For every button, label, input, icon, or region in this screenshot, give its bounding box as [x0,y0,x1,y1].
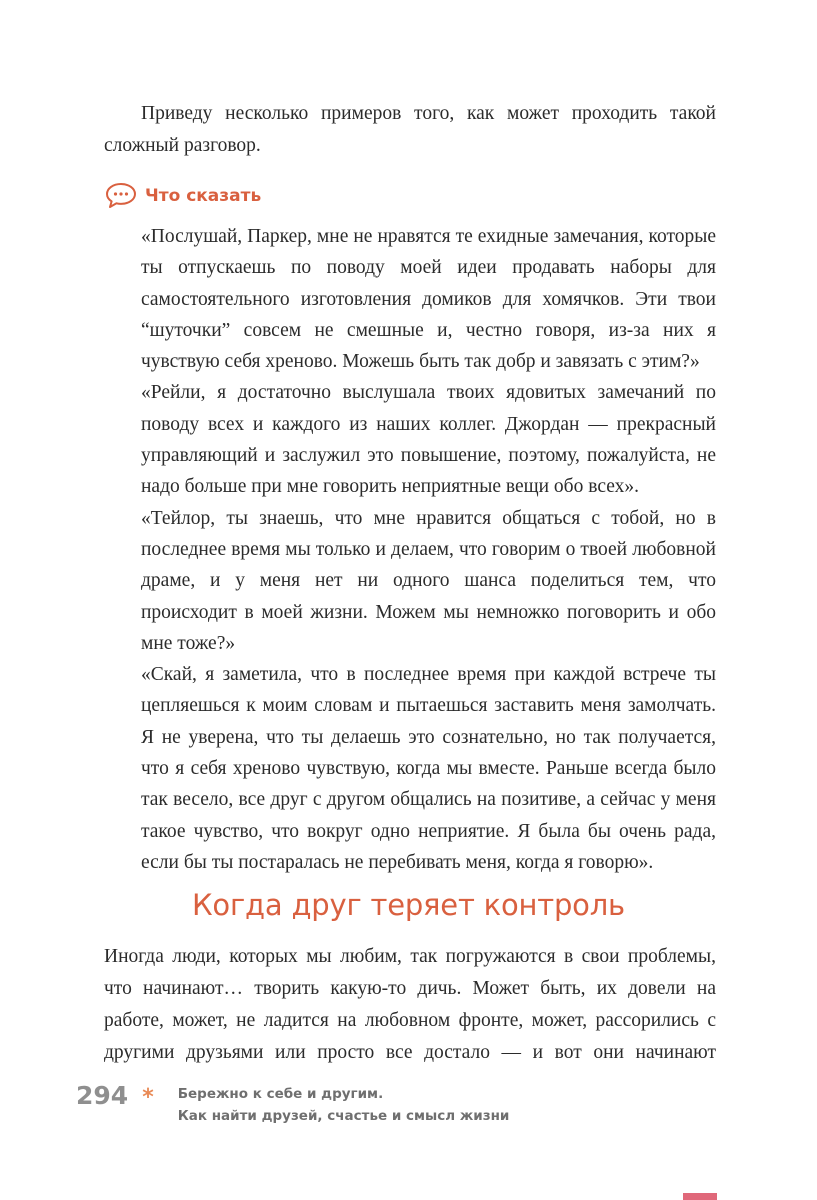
page-number: 294 [76,1081,129,1110]
asterisk-ornament: * [142,1085,154,1110]
corner-marker [683,1193,717,1200]
book-title [178,1079,510,1127]
what-to-say-label: Что сказать [145,186,262,206]
quote-sky: «Скай, я заметила, что в последнее время при каждой встрече ты цепляешься к моим словам и пытаешься заставить меня замолчать. Я не уверена, что ты делаешь это сознательно, но так получается, что я себя хреново чувствую, когда мы вместе. Раньше всегда было так весело, все друг с другом общались на позитиве, а сейчас у меня такое чувство, что вокруг одно неприятие. Я была бы очень рада, если бы ты постаралась не перебивать меня, когда я говорю». [141,664,716,873]
section-title: Когда друг теряет контроль [192,888,625,922]
book-title-line-1: Бережно к себе и другим. [177,1086,384,1102]
page-footer [76,1079,509,1127]
quote-parker: «Послушай, Паркер, мне не нравятся те ехидные замечания, которые ты отпускаешь по поводу моей идеи продавать наборы для самостоятельного изготовления домиков для хомячков. Эти твои “шуточки” совсем не смешные и, честно говоря, из-за них я чувствую себя хреново. Можешь быть так добр и завязать с этим?» [141,226,716,373]
book-title-line-2: Как найти друзей, счастье и смысл жизни [177,1108,510,1124]
quote-taylor: «Тейлор, ты знаешь, что мне нравится общаться с тобой, но в последнее время мы только и делаем, что говорим о твоей любовной драме, и у меня нет ни одного шанса поделиться тем, что происходит в моей жизни. Можем мы немножко поговорить и обо мне тоже?» [141,507,716,654]
body-paragraph: Иногда люди, которых мы любим, так погружаются в свои проблемы, что начинают… творить какую-то дичь. Может быть, их довели на работе, может, не ладится на любовном фронте, может, рассорились с другими друзьями или просто все достало — и вот они начинают [104,946,716,1063]
what-to-say-heading [105,182,261,210]
quote-list [141,221,716,878]
quote-riley: «Рейли, я достаточно выслушала твоих ядовитых замечаний по поводу всех и каждого из наших коллег. Джордан — прекрасный управляющий и заслужил это повышение, поэтому, пожалуйста, не надо больше при мне говорить неприятные вещи обо всех». [141,382,716,498]
speech-bubble-icon [105,182,137,210]
intro-paragraph: Приведу несколько примеров того, как может проходить такой сложный разговор. [104,103,716,156]
